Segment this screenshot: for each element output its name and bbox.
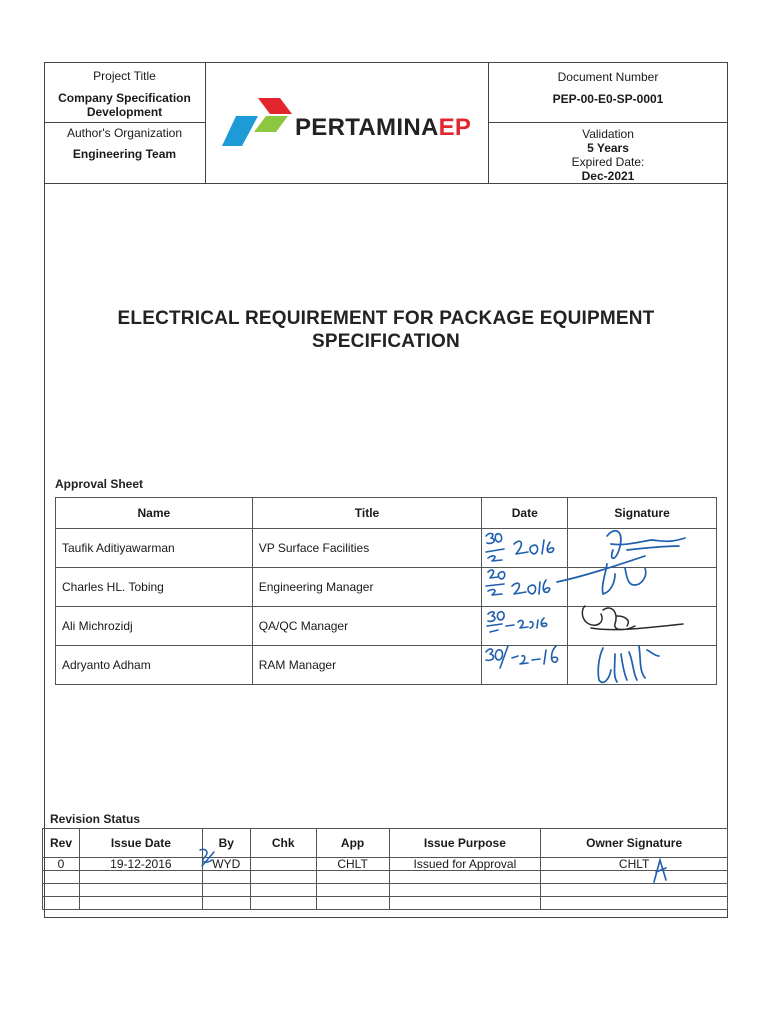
validation-label: Validation: [582, 127, 634, 141]
expired-date-label: Expired Date:: [571, 155, 645, 169]
logo-wordmark: [295, 114, 471, 142]
owner-signature-cell: CHLT: [541, 858, 728, 871]
owner-signature-cell: [541, 871, 728, 884]
approver-name: Adryanto Adham: [56, 646, 253, 685]
issue-purpose-cell: [389, 871, 541, 884]
document-title-line1: ELECTRICAL REQUIREMENT FOR PACKAGE EQUIPMENT: [117, 308, 655, 329]
project-title-value-line2: Development: [86, 105, 163, 119]
table-row: [43, 884, 728, 897]
rev-cell: [43, 884, 80, 897]
revision-status-label: Revision Status: [50, 812, 141, 826]
chk-cell: [250, 871, 316, 884]
by-cell: [202, 884, 250, 897]
document-number-label: Document Number: [557, 70, 659, 84]
document-title: [44, 307, 728, 353]
logo-word-main: PERTAMINA: [295, 114, 439, 141]
table-row: [56, 568, 717, 607]
signature-cell: [568, 529, 717, 568]
document-title-line2: SPECIFICATION: [312, 331, 460, 352]
approval-date-cell: [482, 568, 568, 607]
logo-red-shape: [258, 98, 292, 114]
authors-org-value: Engineering Team: [72, 147, 177, 161]
issue-date-cell: [79, 884, 202, 897]
header-bottom-rule: [44, 183, 728, 184]
rev-cell: [43, 897, 80, 910]
revision-col-chk: Chk: [250, 829, 316, 858]
rev-cell: 0: [43, 858, 80, 871]
issue-date-cell: [79, 871, 202, 884]
approval-col-name: Name: [56, 498, 253, 529]
signature-cell: [568, 607, 717, 646]
table-row: [56, 529, 717, 568]
chk-cell: [250, 858, 316, 871]
approval-table: [55, 497, 717, 685]
revision-col-issue-purpose: Issue Purpose: [389, 829, 541, 858]
revision-col-app: App: [316, 829, 389, 858]
approver-title: RAM Manager: [252, 646, 482, 685]
project-title-label: Project Title: [93, 69, 156, 83]
page-frame: [44, 62, 728, 918]
header-left-rule: [44, 122, 205, 123]
validation-value: 5 Years: [587, 141, 629, 155]
app-cell: [316, 897, 389, 910]
table-row: [56, 607, 717, 646]
approval-col-signature: Signature: [568, 498, 717, 529]
document-number-value: PEP-00-E0-SP-0001: [552, 92, 664, 106]
issue-purpose-cell: Issued for Approval: [389, 858, 541, 871]
by-cell: [202, 871, 250, 884]
logo-word-suffix: EP: [438, 114, 472, 141]
approver-name: Charles HL. Tobing: [56, 568, 253, 607]
revision-col-owner-signature: Owner Signature: [541, 829, 728, 858]
approval-col-date: Date: [482, 498, 568, 529]
project-title-value-line1: Company Specification: [58, 91, 191, 105]
app-cell: [316, 871, 389, 884]
approver-title: VP Surface Facilities: [252, 529, 482, 568]
table-row: [43, 897, 728, 910]
chk-cell: [250, 884, 316, 897]
approval-sheet-label: Approval Sheet: [55, 477, 144, 491]
approval-col-title: Title: [252, 498, 482, 529]
rev-cell: [43, 871, 80, 884]
authors-org-label: Author's Organization: [66, 126, 183, 140]
approval-date-cell: [482, 646, 568, 685]
approver-title: QA/QC Manager: [252, 607, 482, 646]
by-cell: WYD: [202, 858, 250, 871]
logo-green-shape: [254, 116, 288, 132]
issue-purpose-cell: [389, 884, 541, 897]
header-right-rule: [488, 122, 728, 123]
revision-col-by: By: [202, 829, 250, 858]
revision-col-issue-date: Issue Date: [79, 829, 202, 858]
revision-col-rev: Rev: [43, 829, 80, 858]
issue-date-cell: [79, 897, 202, 910]
signature-cell: [568, 568, 717, 607]
table-row: [56, 646, 717, 685]
revision-header-row: [43, 829, 728, 858]
approver-name: Ali Michrozidj: [56, 607, 253, 646]
owner-signature-cell: [541, 884, 728, 897]
owner-signature-cell: [541, 897, 728, 910]
issue-date-cell: 19-12-2016: [79, 858, 202, 871]
revision-table: [42, 828, 728, 910]
approval-date-cell: [482, 529, 568, 568]
issue-purpose-cell: [389, 897, 541, 910]
table-row: [43, 858, 728, 871]
signature-cell: [568, 646, 717, 685]
approval-date-cell: [482, 607, 568, 646]
expired-date-value: Dec-2021: [581, 169, 635, 183]
approver-title: Engineering Manager: [252, 568, 482, 607]
approver-name: Taufik Aditiyawarman: [56, 529, 253, 568]
app-cell: CHLT: [316, 858, 389, 871]
approval-header-row: [56, 498, 717, 529]
by-cell: [202, 897, 250, 910]
chk-cell: [250, 897, 316, 910]
table-row: [43, 871, 728, 884]
header-divider-left: [205, 62, 206, 183]
logo-blue-shape: [222, 116, 258, 146]
app-cell: [316, 884, 389, 897]
